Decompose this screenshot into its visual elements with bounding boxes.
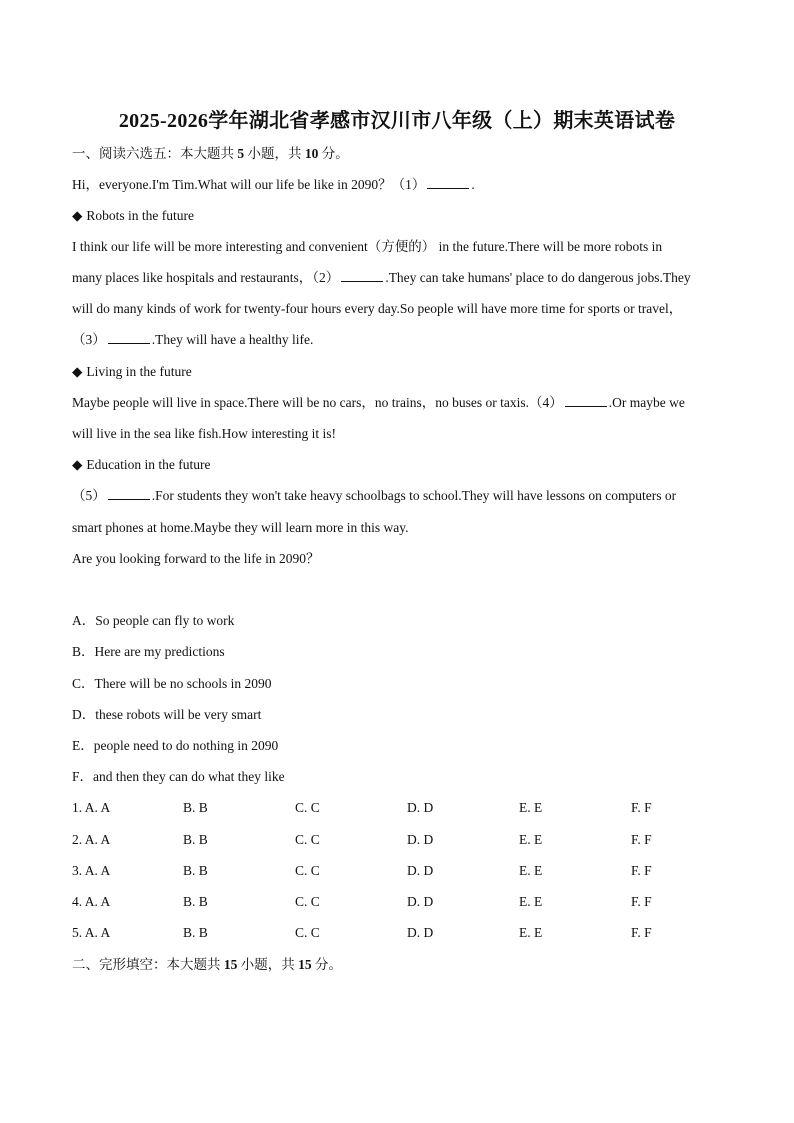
answer-choice-c[interactable]: C. C	[295, 832, 320, 847]
passage-intro: Hi，everyone.I'm Tim.What will our life be like in 2090？（1） .	[72, 177, 475, 192]
answer-choice-e[interactable]: E. E	[519, 894, 543, 909]
exam-title: 2025-2026学年湖北省孝感市汉川市八年级（上）期末英语试卷	[118, 110, 676, 132]
answer-choice-f[interactable]: F. F	[631, 925, 652, 940]
paragraph-1-line-1: I think our life will be more interesting and convenient（方便的） in the future.There will be more robots in	[72, 239, 663, 254]
heading-robots: ◆ Robots in the future	[72, 208, 195, 223]
paragraph-3-line-1: （5） .For students they won't take heavy schoolbags to school.They will have lessons on computers or	[72, 488, 677, 503]
answer-choice-f[interactable]: F. F	[631, 894, 652, 909]
answer-choice-b[interactable]: B. B	[183, 800, 208, 815]
answer-choice-a[interactable]: 1. A. A	[72, 800, 111, 815]
section-1-heading: 一、阅读六选五：本大题共 5 小题，共 10 分。	[72, 146, 349, 161]
answer-choice-e[interactable]: E. E	[519, 800, 543, 815]
answer-choice-a[interactable]: 2. A. A	[72, 832, 111, 847]
answer-choice-f[interactable]: F. F	[631, 832, 652, 847]
answer-choice-b[interactable]: B. B	[183, 863, 208, 878]
heading-living: ◆ Living in the future	[72, 364, 192, 379]
blank-5	[108, 487, 150, 500]
passage-closing: Are you looking forward to the life in 2090？	[72, 551, 320, 566]
diamond-icon: ◆	[72, 364, 83, 379]
paragraph-1-line-4: （3） .They will have a healthy life.	[72, 332, 314, 347]
blank-3	[108, 331, 150, 344]
answer-choice-d[interactable]: D. D	[407, 800, 434, 815]
paragraph-2-line-1: Maybe people will live in space.There will be no cars，no trains，no buses or taxis.（4） .Or maybe we	[72, 395, 685, 410]
blank-4	[565, 394, 607, 407]
diamond-icon: ◆	[72, 208, 83, 223]
blank-2	[341, 269, 383, 282]
answer-choice-a[interactable]: 5. A. A	[72, 925, 111, 940]
paragraph-2-line-2: will live in the sea like fish.How interesting it is!	[72, 426, 336, 441]
answer-choice-c[interactable]: C. C	[295, 894, 320, 909]
answer-choice-b[interactable]: B. B	[183, 832, 208, 847]
answer-choice-d[interactable]: D. D	[407, 832, 434, 847]
answer-choice-d[interactable]: D. D	[407, 925, 434, 940]
paragraph-1-line-3: will do many kinds of work for twenty-four hours every day.So people will have more time for sports or travel，	[72, 301, 683, 316]
answer-choice-b[interactable]: B. B	[183, 925, 208, 940]
blank-1	[427, 176, 469, 189]
answer-choice-e[interactable]: E. E	[519, 832, 543, 847]
answer-choice-e[interactable]: E. E	[519, 863, 543, 878]
answer-choice-e[interactable]: E. E	[519, 925, 543, 940]
answer-choice-d[interactable]: D. D	[407, 894, 434, 909]
answer-choice-c[interactable]: C. C	[295, 863, 320, 878]
heading-education: ◆ Education in the future	[72, 457, 211, 472]
paragraph-3-line-2: smart phones at home.Maybe they will learn more in this way.	[72, 520, 409, 535]
answer-choice-c[interactable]: C. C	[295, 800, 320, 815]
diamond-icon: ◆	[72, 457, 83, 472]
answer-choice-d[interactable]: D. D	[407, 863, 434, 878]
answer-choice-c[interactable]: C. C	[295, 925, 320, 940]
answer-choice-a[interactable]: 3. A. A	[72, 863, 111, 878]
option-d: D．these robots will be very smart	[72, 707, 262, 722]
option-e: E．people need to do nothing in 2090	[72, 738, 279, 753]
paragraph-1-line-2: many places like hospitals and restaurants，（2） .They can take humans' place to do dangerous jobs.They	[72, 270, 691, 285]
option-c: C．There will be no schools in 2090	[72, 676, 272, 691]
answer-choice-f[interactable]: F. F	[631, 863, 652, 878]
answer-choice-b[interactable]: B. B	[183, 894, 208, 909]
option-f: F．and then they can do what they like	[72, 769, 285, 784]
option-a: A．So people can fly to work	[72, 613, 235, 628]
section-2-heading: 二、完形填空：本大题共 15 小题，共 15 分。	[72, 957, 342, 972]
option-b: B．Here are my predictions	[72, 644, 225, 659]
answer-choice-f[interactable]: F. F	[631, 800, 652, 815]
answer-choice-a[interactable]: 4. A. A	[72, 894, 111, 909]
